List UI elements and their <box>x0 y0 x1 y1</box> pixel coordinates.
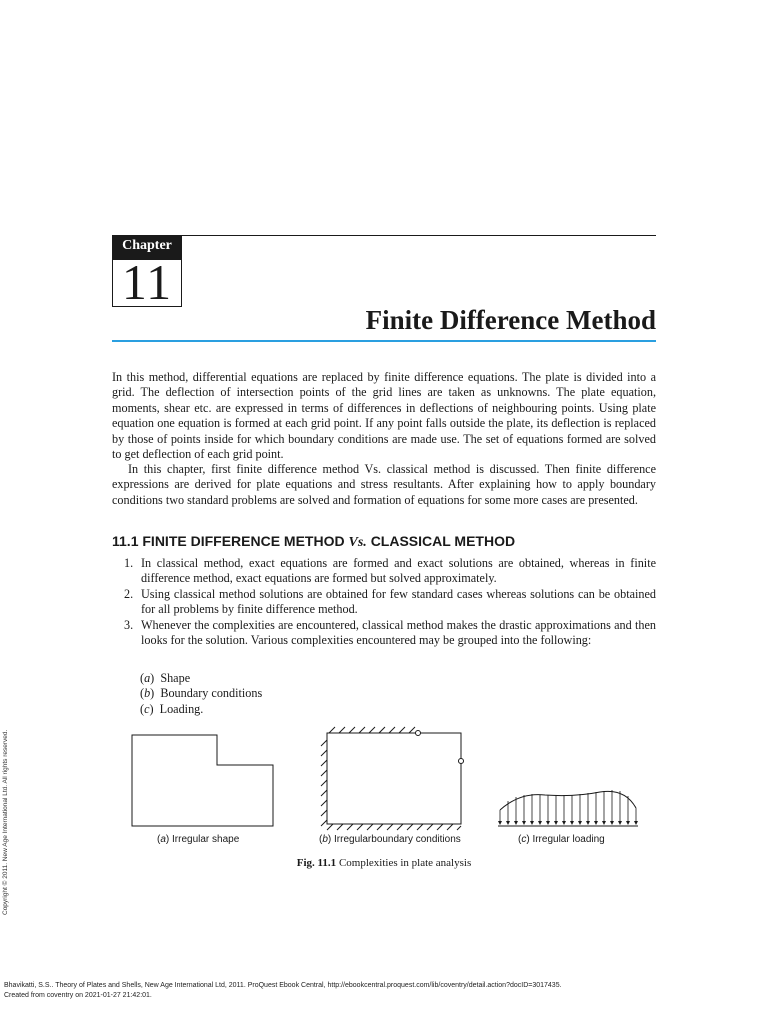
panel-caption-text: Irregular shape <box>172 834 240 845</box>
arrow-heads <box>498 821 638 825</box>
load-curve <box>500 791 636 810</box>
chapter-label: Chapter <box>112 235 182 259</box>
list-item-number: 3. <box>124 617 134 632</box>
complexity-text: Shape <box>160 671 191 685</box>
irregular-loading-diagram <box>498 790 638 826</box>
section-number: 11.1 <box>112 533 139 549</box>
figure-label: Fig. 11.1 <box>296 857 337 869</box>
list-item-text: Whenever the complexities are encountered, classical method makes the drastic approximations and then looks for the solution. Various complexities encountered may be grouped into the following: <box>141 617 656 648</box>
complexity-item: (c) Loading. <box>140 701 204 716</box>
panel-letter: a <box>160 834 166 845</box>
panel-caption-a: (a) Irregular shape <box>157 834 240 845</box>
irregular-shape-outline <box>132 735 273 826</box>
complexity-letter: c <box>144 701 150 716</box>
right-hinge-marker <box>459 759 464 764</box>
complexity-item: (b) Boundary conditions <box>140 686 263 701</box>
complexity-item: (a) Shape <box>140 671 191 685</box>
list-item-text: Using classical method solutions are obtained for few standard cases whereas solutions can be obtained for all problems by finite difference method. <box>141 586 656 617</box>
panel-caption-c: (c) Irregular loading <box>518 834 605 845</box>
footer-citation: Bhavikatti, S.S.. Theory of Plates and Shells, New Age International Ltd, 2011. ProQuest Ebook Central, http://ebookcentral.proquest.com/lib/coventry/detail.action?docID=3017435. <box>4 982 562 989</box>
complexity-letter: b <box>144 686 151 701</box>
section-title-vs: Vs. <box>348 535 367 550</box>
top-hinge-marker <box>416 731 421 736</box>
chapter-number: 11 <box>121 254 173 310</box>
figure-caption-text: Complexities in plate analysis <box>338 857 472 869</box>
panel-caption-text: Irregular loading <box>532 834 605 845</box>
panel-letter: c <box>521 834 527 845</box>
irregular-boundary-plate <box>321 727 464 830</box>
list-item-text: In classical method, exact equations are formed and exact solutions are obtained, whereas in finite difference method, exact equations are formed but solved approximately. <box>141 556 656 586</box>
panel-letter: b <box>322 834 328 845</box>
footer-created: Created from coventry on 2021-01-27 21:42:01. <box>4 992 152 999</box>
section-title-b: CLASSICAL METHOD <box>370 533 516 549</box>
panel-caption-b: (b) Irregularboundary conditions <box>319 834 461 845</box>
section-title-a: FINITE DIFFERENCE METHOD <box>142 533 345 549</box>
left-edge-hatching <box>321 740 327 826</box>
bottom-edge-hatching <box>327 824 461 830</box>
intro-paragraph-1: In this method, differential equations are replaced by finite difference equations. The plate is divided into a grid. The deflection of intersection points of the grid lines are taken as unknowns. The plate equation, moments, shear etc. are expressed in terms of differences in deflections of neighbouring points. Using plate equation one equation is formed at each grid point. If any point falls outside the plate, its deflection is replaced by those of points inside for which boundary conditions are made use. The set of equations formed are solved to get deflection of each grid point. <box>112 370 656 462</box>
side-copyright: Copyright © 2011. New Age International Ltd. All rights reserved. <box>2 729 9 915</box>
panel-caption-text: Irregularboundary conditions <box>334 834 461 845</box>
chapter-title: Finite Difference Method <box>365 305 656 335</box>
complexity-letter: a <box>144 671 151 685</box>
top-edge-hatching <box>329 727 415 733</box>
complexity-text: Loading. <box>159 701 204 716</box>
list-item-number: 2. <box>124 586 134 601</box>
intro-paragraph-2: In this chapter, first finite difference method Vs. classical method is discussed. Then finite difference expressions are derived for plate equations and stress resultants. After explaining how to apply boundary conditions two standard problems are solved and formation of equations for some more cases are presented. <box>112 462 656 507</box>
list-item-number: 1. <box>124 556 134 570</box>
complexity-text: Boundary conditions <box>160 686 263 701</box>
figure-caption <box>0 857 768 869</box>
